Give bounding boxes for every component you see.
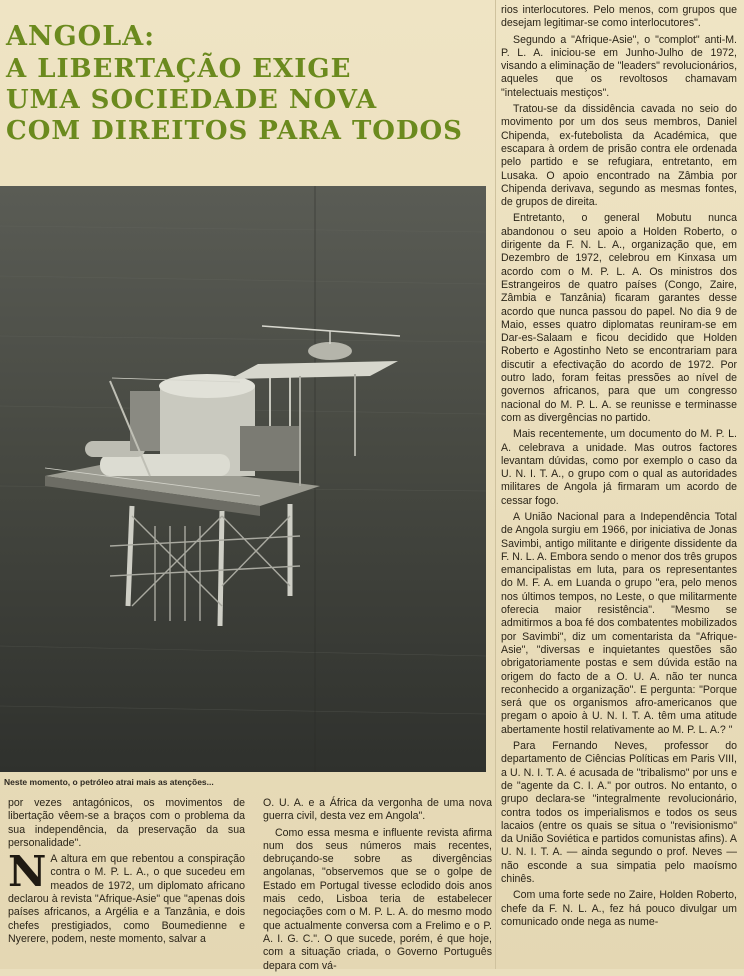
headline-kicker: ANGOLA:: [6, 21, 156, 52]
headline-line-3: COM DIREITOS PARA TODOS: [6, 116, 463, 146]
paragraph: Como essa mesma e influente revista afirma num dos seus números mais recentes, debruçando-se sobre as divergências angolanas, "observemos que se o golpe de Estado em Portugal tivesse eclodido dois anos mais cedo, Lisboa teria de estabelecer negociações com o M. P. L. A. do mesmo modo que actualmente conversa com a Frelimo e o P. A. I. G. C.". O que sucede, porém, é que hoje, com a situação criada, o Governo Português depara com vá-: [263, 826, 492, 972]
drop-cap: N: [8, 847, 47, 897]
headline-line-1: A LIBERTAÇÃO EXIGE: [6, 54, 352, 84]
paragraph: [8, 847, 245, 946]
paragraph: Com uma forte sede no Zaire, Holden Roberto, chefe da F. N. L. A., fez há pouco divulgar um comunicado onde nega as nume-: [501, 889, 737, 928]
paragraph: O. U. A. e a África da vergonha de uma nova guerra civil, desta vez em Angola".: [263, 797, 492, 823]
paragraph: rios interlocutores. Pelo menos, com grupos que desejam legitimar-se como interlocutores".: [501, 4, 737, 30]
article-headline: [6, 20, 494, 147]
paragraph-text: A altura em que rebentou a conspiração contra o M. P. L. A., o que sucedeu em meados de 1972, um diplomato africano declarou à revista "Afrique-Asie" que "apenas dois países africanos, a Argélia e a Tanzânia, e dois chefes prestigiados, como Boumedienne e Nyerere, podem, neste momento, salvar a: [8, 853, 245, 945]
paragraph: Entretanto, o general Mobutu nunca abandonou o seu apoio a Holden Roberto, o dirigente da F. N. L. A., organização que, em Dezembro de 1972, celebrou em Kinxasa um acordo com o M. P. L. A. Os ministros dos Estrangeiros de quatro países (Congo, Zaire, Zâmbia e Tanzânia) ficaram garantes desse acordo que nunca passou do papel. No dia 9 de Maio, esses quatro diplomatas reuniram-se em Dar-es-Salaam e ficou decidido que Holden Roberto e Agostinho Neto se encontrariam para discutir a efectivação do acordo de 1972. Por outro lado, foram feitas pressões ao nível de governos africanos, para que um congresso nacional do M. P. L. A. se reunisse e terminasse com as divergências no partido.: [501, 212, 737, 424]
paragraph: Tratou-se da dissidência cavada no seio do movimento por um dos seus membros, Daniel Chipenda, ex-futebolista da Académica, que escapara à ordem de prisão contra ele ordenada pelo partido e se refugiara, entretanto, em Lusaka. O apoio encontrado na Zâmbia por Chipenda derivava, segundo as mesmas fontes, de grupos de direita.: [501, 103, 737, 209]
oil-platform-photo: [0, 186, 486, 772]
column-rule: [495, 0, 496, 969]
paragraph: por vezes antagónicos, os movimentos de libertação vêem-se a braços com o problema da sua independência, da preservação da sua personalidade".: [8, 797, 245, 849]
oil-platform-illustration: [0, 186, 486, 772]
paragraph: Segundo a "Afrique-Asie", o "complot" anti-M. P. L. A. iniciou-se em Junho-Julho de 1972, visando a eliminação de "leaders" revolucionários, aqueles que os revoltosos chamavam "intelectuais mestiços".: [501, 33, 738, 99]
paragraph: A União Nacional para a Independência Total de Angola surgiu em 1966, por iniciativa de Jonas Savimbi, antigo militante e dirigente dissidente da F. N. L. A. Embora sendo o menor dos três grupos emancipalistas em luta, para os representantes do M. F. A. em Luanda o grupo "era, pelo menos nos últimos tempos, no Leste, o que militarmente oferecia maior resistência". "Mesmo se admitirmos a boa fé dos combatentes mobilizados por Savimbi", diz um comentarista da "Afrique-Asie", "diversas e inquietantes questões são obrigatoriamente postas e sem dúvida estão na origem do facto de a O. U. A. não ter nunca reconhecido a organização". E pergunta: "Porque será que os organismos afro-americanos que pregam o apoio à U. N. I. T. A. têm uma atitude abertamente hostil relativamente ao M. P. L. A.? ": [501, 510, 737, 736]
photo-caption: Neste momento, o petróleo atrai mais as atenções...: [4, 777, 214, 787]
headline-line-2: UMA SOCIEDADE NOVA: [6, 85, 378, 115]
text-column-a: [8, 797, 245, 949]
text-column-c: [501, 4, 737, 932]
paragraph: Para Fernando Neves, professor do departamento de Ciências Políticas em Paris VIII, a U. N. I. T. A. é acusada de "tribalismo" por uns e de "agente da C. I. A." por outros. No entanto, o grupo declara-se "integralmente revolucionário, contra todos os imperialismos e todos os seus lacaios (entre os quais se situa o "revisionismo" da União Soviética e partidos comunistas afins). A U. N. I. T. A. — ainda segundo o prof. Neves — não esconde a sua simpatia pelo maoísmo chinês.: [501, 740, 737, 885]
text-column-b: [263, 797, 492, 976]
paragraph: Mais recentemente, um documento do M. P. L. A. celebrava a unidade. Mas outros factores levantam dúvidas, como por exemplo o caso da U. N. I. T. A., o grupo com o qual as autoridades militares de Angola já firmaram um acordo de cessar fogo.: [501, 428, 737, 507]
